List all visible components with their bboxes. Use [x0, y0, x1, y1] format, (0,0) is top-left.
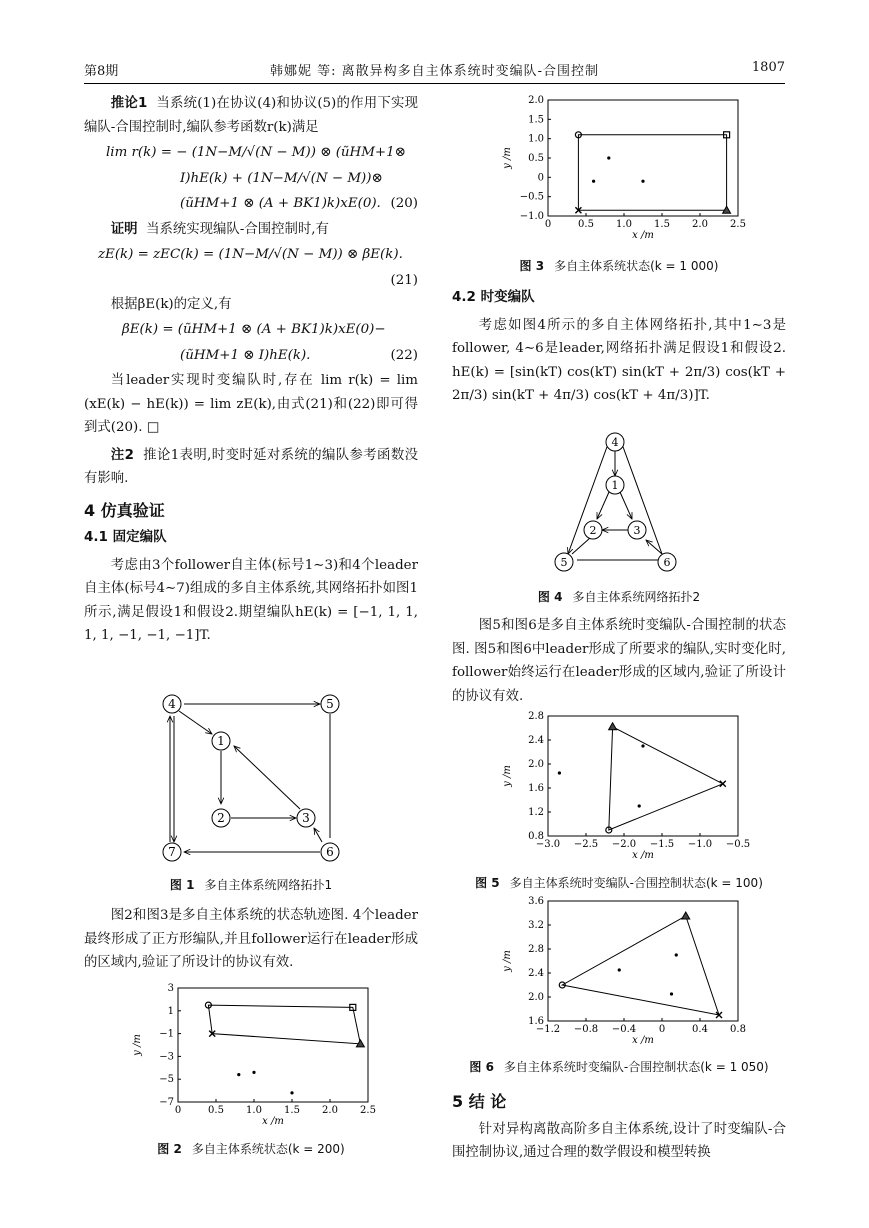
- conclusion-paragraph: 针对异构离散高阶多自主体系统,设计了时变编队-合围控制协议,通过合理的数学假设和模型转换: [452, 1121, 786, 1160]
- plot-frame: [548, 100, 738, 216]
- leader-formation: [562, 916, 719, 1015]
- x-tick-label: 1.5: [284, 1105, 300, 1116]
- follower-point: [592, 180, 595, 183]
- x-axis-label: x /m: [632, 230, 654, 241]
- section-4-2-paragraph: 考虑如图4所示的多自主体网络拓扑,其中1∼3是follower, 4∼6是leader,网络拓扑满足假设1和假设2. hE(k) = [sin(kT) cos(kT) sin(kT + 2π/3) cos(kT + 2π/3) sin(kT + 4π/3) cos(kT + 4π/3)]T.: [452, 317, 786, 403]
- figure-2-chart: [120, 980, 390, 1130]
- follower-point: [675, 953, 678, 956]
- graph2-node: 3: [633, 524, 641, 537]
- section-5-heading: 5 结 论: [452, 1092, 507, 1111]
- graph1-node: 5: [326, 697, 334, 711]
- figure-5-number: 图 5: [475, 876, 500, 890]
- equation-20a: lim r(k) = − (1N−M/√(N − M)) ⊗ (ũHM+1⊗: [106, 145, 406, 160]
- right-column-upper: [452, 282, 786, 408]
- y-tick-label: −0.5: [519, 191, 544, 203]
- equation-22b-text: (ũHM+1 ⊗ I)hE(k).: [180, 347, 311, 363]
- figure-2-3-paragraph: 图2和图3是多自主体系统的状态轨迹图. 4个leader最终形成了正方形编队,并且follower运行在leader形成的区域内,验证了所设计的协议有效.: [84, 908, 418, 970]
- y-tick-label: 1.6: [528, 1016, 544, 1027]
- x-axis-label: x /m: [262, 1116, 284, 1127]
- leader-formation: [578, 135, 726, 210]
- equation-21: zE(k) = zEC(k) = (1N−M/√(N − M)) ⊗ βE(k).: [98, 247, 403, 262]
- figure-5-caption: [452, 874, 786, 891]
- x-tick-label: 1.0: [616, 219, 632, 230]
- x-tick-label: 0: [174, 1105, 182, 1116]
- figure-4-number: 图 4: [537, 590, 563, 604]
- corollary-paragraph: [84, 92, 418, 139]
- y-tick-label: 1: [167, 1005, 174, 1017]
- y-tick-label: 1.2: [528, 807, 544, 818]
- page-number: 1807: [751, 60, 785, 75]
- leader-point: [682, 912, 690, 919]
- graph2-node: 5: [560, 556, 568, 569]
- figure-3-chart: [490, 92, 760, 244]
- figure-3-caption: [452, 257, 786, 274]
- graph2-node: 1: [611, 479, 619, 492]
- y-tick-label: 2.4: [528, 735, 544, 746]
- equation-21-number: (21): [390, 272, 418, 288]
- figure-4-caption-text: 多自主体系统网络拓扑2: [572, 590, 701, 604]
- section-4-1-heading: 4.1 固定编队: [84, 529, 167, 545]
- figure-2-number: 图 2: [157, 1142, 182, 1156]
- x-tick-label: −2.5: [573, 839, 599, 850]
- follower-point: [638, 804, 641, 807]
- x-tick-label: 0.5: [578, 219, 594, 230]
- figure-5-caption-text: 多自主体系统时变编队-合围控制状态(k = 100): [509, 876, 763, 890]
- figure-4-graph: [550, 430, 690, 578]
- figure-6-chart: [490, 893, 760, 1049]
- figure-5-6-paragraph: 图5和图6是多自主体系统时变编队-合围控制的状态图. 图5和图6中leader形成了所要求的编队,实时变化时, follower始终运行在leader形成的区域内,验证了所设计的协议有效.: [452, 618, 786, 704]
- y-tick-label: 3.2: [528, 920, 544, 931]
- leader-point: [609, 723, 617, 730]
- figure-6-caption-text: 多自主体系统时变编队-合围控制状态(k = 1 050): [503, 1060, 769, 1074]
- figure-3-caption-text: 多自主体系统状态(k = 1 000): [554, 259, 719, 273]
- equation-21-number-row: [84, 269, 418, 291]
- section-4-2-heading: 4.2 时变编队: [452, 289, 535, 305]
- leader-paragraph: 当leader实现时变编队时,存在 lim r(k) = lim (xE(k) − hE(k)) = lim zE(k),由式(21)和(22)即可得到式(20). □: [84, 373, 418, 435]
- leader-formation: [208, 1005, 360, 1044]
- x-tick-label: 2.5: [730, 219, 746, 230]
- y-tick-label: −5: [159, 1074, 174, 1086]
- follower-point: [252, 1071, 255, 1074]
- x-tick-label: −1.2: [535, 1024, 561, 1035]
- figure-3-number: 图 3: [519, 259, 545, 273]
- y-axis-label: y /m: [502, 765, 513, 787]
- y-tick-label: −7: [159, 1097, 174, 1108]
- section-4-1-paragraph: 考虑由3个follower自主体(标号1∼3)和4个leader自主体(标号4∼7)组成的多自主体系统,其网络拓扑如图1所示,满足假设1和假设2.期望编队hE(k) = [−1, 1, 1, 1, 1, −1, −1, −1]T.: [84, 557, 418, 643]
- y-axis-label: y /m: [132, 1034, 143, 1056]
- x-tick-label: −0.5: [725, 839, 751, 850]
- equation-20b: I)hE(k) + (1N−M/√(N − M))⊗: [180, 170, 383, 186]
- figure-4-caption: [452, 588, 786, 605]
- graph1-node: 6: [326, 845, 334, 859]
- x-tick-label: −1.0: [687, 839, 713, 850]
- graph2-node: 2: [589, 524, 597, 537]
- graph1-node: 3: [302, 811, 310, 825]
- graph1-node: 4: [168, 697, 176, 711]
- y-tick-label: 2.0: [528, 759, 544, 770]
- x-tick-label: −3.0: [535, 839, 561, 850]
- graph2-node: 6: [663, 556, 671, 569]
- graph1-node: 1: [217, 734, 225, 748]
- figure-5-chart: [490, 708, 760, 864]
- y-tick-label: 1.6: [528, 783, 544, 794]
- figure-1-caption-text: 多自主体系统网络拓扑1: [204, 878, 333, 892]
- left-column: [84, 92, 418, 648]
- follower-point: [641, 180, 644, 183]
- y-tick-label: 3.6: [528, 896, 544, 907]
- y-tick-label: 0.5: [528, 153, 544, 164]
- equation-22b: [84, 344, 418, 368]
- follower-point: [237, 1073, 240, 1076]
- equation-20c-text: (ũHM+1 ⊗ (A + BK1)k)xE(0).: [180, 196, 381, 211]
- proof-title: 证明: [110, 221, 138, 237]
- graph2-node: 4: [611, 436, 619, 449]
- note-paragraph: [84, 444, 418, 491]
- y-tick-label: 0: [537, 172, 544, 184]
- y-tick-label: −1.0: [519, 211, 544, 222]
- corollary-text: 当系统(1)在协议(4)和协议(5)的作用下实现编队-合围控制时,编队参考函数r(k)满足: [84, 96, 419, 135]
- plot-frame: [548, 716, 738, 836]
- proof-paragraph: [84, 218, 418, 242]
- x-tick-label: 2.0: [692, 219, 708, 230]
- leader-formation: [609, 727, 723, 830]
- y-tick-label: 2.8: [528, 711, 544, 722]
- follower-point: [618, 968, 621, 971]
- proof-text: 当系统实现编队-合围控制时,有: [146, 221, 329, 237]
- x-axis-label: x /m: [632, 850, 654, 861]
- x-tick-label: −0.8: [573, 1024, 599, 1035]
- y-axis-label: y /m: [502, 950, 513, 972]
- page-header: [84, 60, 785, 82]
- right-column-middle: [452, 614, 786, 708]
- leader-point: [720, 781, 726, 787]
- y-tick-label: 2.0: [528, 95, 544, 106]
- x-tick-label: 2.5: [360, 1105, 376, 1116]
- y-tick-label: −3: [159, 1051, 174, 1063]
- y-tick-label: 2.8: [528, 944, 544, 955]
- graph1-node: 7: [168, 845, 176, 859]
- y-tick-label: 1.5: [528, 114, 544, 126]
- follower-point: [670, 992, 673, 995]
- figure-1-caption: [84, 876, 418, 893]
- equation-20-number: (20): [390, 196, 418, 211]
- equation-22a: βE(k) = (ũHM+1 ⊗ (A + BK1)k)xE(0)−: [122, 322, 386, 337]
- definition-text: 根据βE(k)的定义,有: [110, 296, 232, 312]
- x-tick-label: −0.4: [611, 1024, 637, 1035]
- follower-point: [290, 1091, 293, 1094]
- right-column-lower: [452, 1088, 786, 1165]
- figure-2-caption: [84, 1140, 418, 1157]
- y-tick-label: 1.0: [528, 133, 544, 145]
- y-tick-label: −1: [159, 1028, 174, 1040]
- follower-point: [641, 744, 644, 747]
- note-title: 注2: [110, 447, 134, 463]
- x-tick-label: 1.0: [246, 1105, 262, 1116]
- graph1-node: 2: [217, 811, 225, 825]
- plot-frame: [548, 901, 738, 1021]
- x-tick-label: 0: [544, 219, 552, 230]
- y-tick-label: 2.0: [528, 992, 544, 1003]
- y-axis-label: y /m: [502, 147, 513, 169]
- figure-2-caption-text: 多自主体系统状态(k = 200): [191, 1142, 345, 1156]
- x-tick-label: 0: [658, 1024, 666, 1035]
- x-tick-label: 0.4: [692, 1024, 708, 1035]
- x-axis-label: x /m: [632, 1035, 654, 1046]
- figure-1-graph: [150, 690, 360, 868]
- y-tick-label: 2.4: [528, 968, 544, 979]
- x-tick-label: 0.5: [208, 1105, 224, 1116]
- left-column-lower: [84, 904, 418, 975]
- x-tick-label: −1.5: [649, 839, 675, 850]
- follower-point: [607, 156, 610, 159]
- section-4-heading: 4 仿真验证: [84, 500, 165, 520]
- issue-number: 第8期: [84, 64, 119, 79]
- figure-6-caption: [452, 1058, 786, 1075]
- equation-20c: [84, 192, 418, 216]
- x-tick-label: 0.8: [730, 1024, 746, 1035]
- follower-point: [558, 771, 561, 774]
- figure-1-number: 图 1: [169, 878, 195, 892]
- note-text: 推论1表明,时变时延对系统的编队参考函数没有影响.: [84, 447, 418, 486]
- x-tick-label: 1.5: [654, 219, 670, 230]
- running-title: 韩娜妮 等: 离散异构多自主体系统时变编队-合围控制: [269, 64, 600, 79]
- y-tick-label: 0.8: [528, 831, 544, 842]
- x-tick-label: −2.0: [611, 839, 637, 850]
- equation-22-number: (22): [390, 347, 418, 363]
- figure-6-number: 图 6: [469, 1060, 494, 1074]
- y-tick-label: 3: [167, 983, 174, 994]
- plot-frame: [178, 988, 368, 1102]
- x-tick-label: 2.0: [322, 1105, 338, 1116]
- header-rule: [84, 83, 785, 84]
- corollary-title: 推论1: [110, 96, 148, 111]
